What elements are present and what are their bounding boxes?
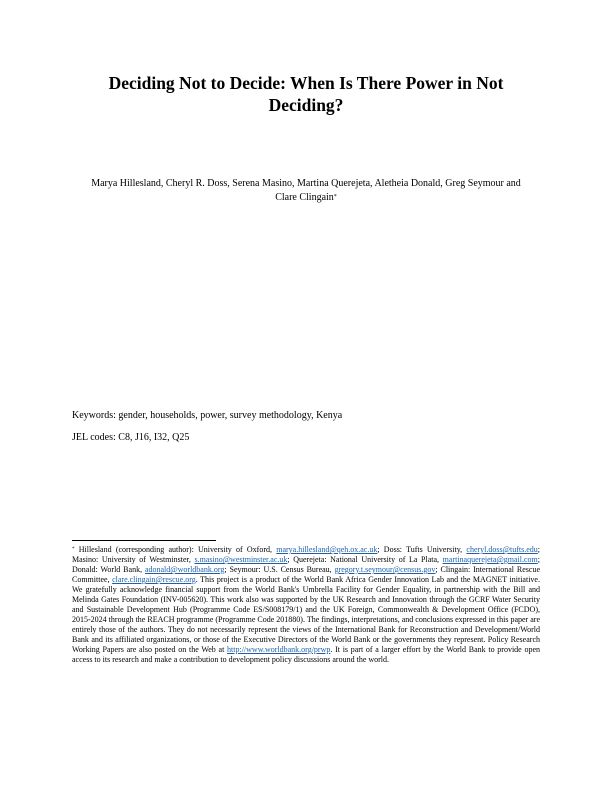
footnote-text-5: ; Donald: World Bank, bbox=[72, 555, 541, 574]
email-link-querejeta[interactable]: martinaquerejeta@gmail.com bbox=[442, 555, 538, 564]
email-link-doss[interactable]: cheryl.doss@tufts.edu bbox=[466, 545, 538, 554]
email-link-seymour[interactable]: gregory.t.seymour@census.gov bbox=[334, 565, 436, 574]
footnote-separator bbox=[72, 540, 216, 541]
email-link-donald[interactable]: adonald@worldbank.org bbox=[144, 565, 225, 574]
prwp-url-link[interactable]: http://www.worldbank.org/prwp bbox=[227, 645, 331, 654]
footnote-text-6: ; Seymour: U.S. Census Bureau, bbox=[224, 565, 335, 574]
footnote-text-7: ; Clingain: International Rescue Committee, bbox=[72, 565, 540, 584]
footnote-mark: * bbox=[72, 547, 75, 552]
footnote-text-2: ; Doss: Tufts University, bbox=[377, 545, 467, 554]
paper-title: Deciding Not to Decide: When Is There Power in Not Deciding? bbox=[108, 73, 504, 115]
footnote-text-3: ; Masino: University of Westminster, bbox=[72, 545, 540, 564]
email-link-hillesland[interactable]: marya.hillesland@qeh.ox.ac.uk bbox=[276, 545, 378, 554]
author-list bbox=[90, 177, 522, 205]
keywords-line: Keywords: gender, households, power, survey methodology, Kenya bbox=[72, 410, 343, 421]
email-link-masino[interactable]: s.masino@westminster.ac.uk bbox=[194, 555, 288, 564]
author-names: Marya Hillesland, Cheryl R. Doss, Serena Masino, Martina Querejeta, Aletheia Donald, Greg Seymour and Clare Clingain bbox=[91, 178, 521, 203]
footnote-text-4: ; Querejeta: National University of La Plata, bbox=[287, 555, 443, 564]
author-footnote bbox=[72, 545, 540, 665]
jel-codes-line: JEL codes: C8, J16, I32, Q25 bbox=[72, 432, 190, 443]
author-footnote-mark: * bbox=[333, 194, 337, 200]
footnote-text-8: . This project is a product of the World Bank Africa Gender Innovation Lab and the MAGNET initiative. We gratefully acknowledge financial support from the World Bank's Umbrella Facility for Gender Equality, in partnership with the Bill and Melinda Gates Foundation (INV-005620). This work also was supported by the UK Research and Innovation through the GCRF Water Security and Sustainable Development Hub (Programme Code ES/S008179/1) and the UK Foreign, Commonwealth & Development Office (FCDO), 2015-2024 through the REACH programme (Programme Code 201880). The findings, interpretations, and conclusions expressed in this paper are entirely those of the authors. They do not necessarily represent the views of the International Bank for Reconstruction and Development/World Bank and its affiliated organizations, or those of the Executive Directors of the World Bank or the governments they represent. Policy Research Working Papers are also posted on the Web at bbox=[72, 575, 540, 654]
footnote-text-1: Hillesland (corresponding author): University of Oxford, bbox=[74, 545, 277, 554]
email-link-clingain[interactable]: clare.clingain@rescue.org bbox=[112, 575, 196, 584]
footnote-text-9: . It is part of a larger effort by the World Bank to provide open access to its research and make a contribution to development policy discussions around the world. bbox=[72, 645, 540, 664]
